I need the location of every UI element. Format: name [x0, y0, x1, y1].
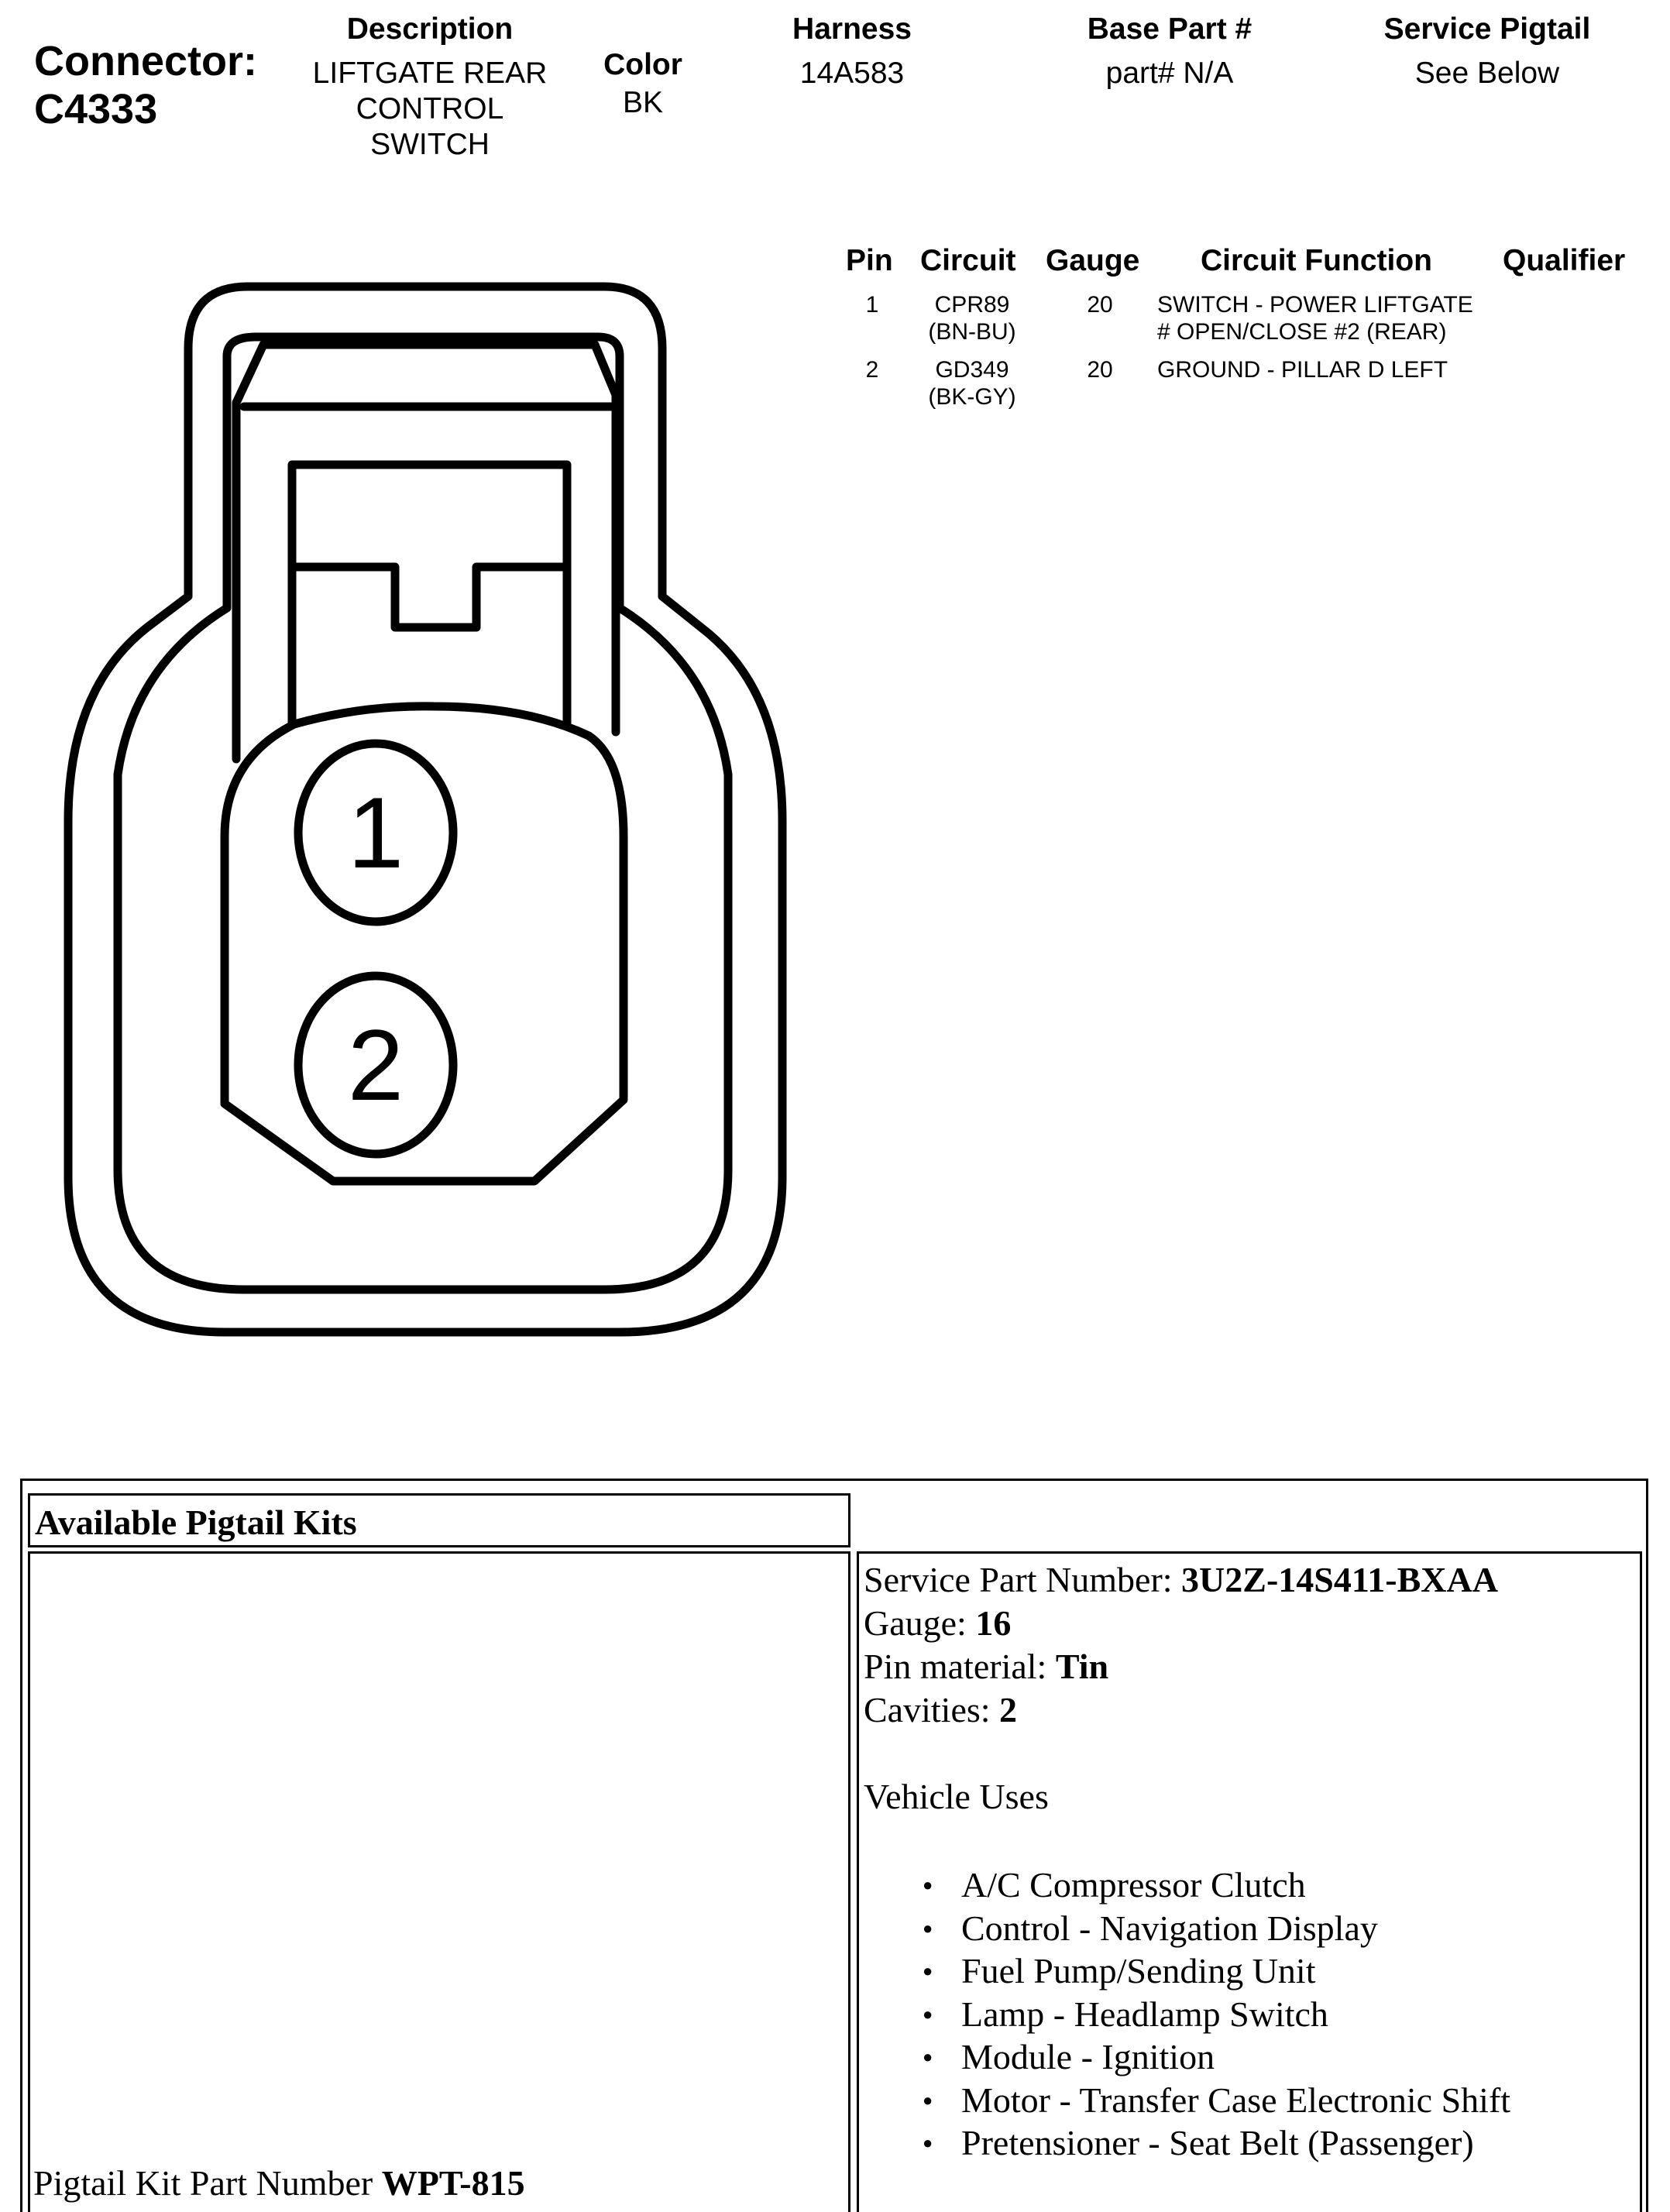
function-line: GROUND - PILLAR D LEFT — [1157, 357, 1448, 383]
connector-id: C4333 — [34, 86, 158, 132]
description-line: CONTROL — [356, 92, 504, 125]
base-part-header: Base Part # — [1087, 12, 1252, 46]
pigtail-kits-title: Available Pigtail Kits — [35, 1503, 357, 1542]
connector-label: Connector: — [34, 38, 257, 84]
service-pigtail-header: Service Pigtail — [1383, 12, 1591, 46]
service-pigtail-column — [1348, 12, 1627, 91]
wire-color: (BK-GY) — [928, 384, 1016, 410]
pigtail-kit-part-number — [33, 2162, 525, 2205]
list-item: ● Motor - Transfer Case Electronic Shift — [919, 2079, 1640, 2122]
vehicle-uses-label: Vehicle Uses — [864, 1777, 1049, 1816]
pin-material-info — [864, 1645, 1640, 1688]
circuit-header: Circuit — [920, 244, 1016, 277]
vehicle-uses-list — [919, 1863, 1640, 2165]
outer-housing — [68, 287, 782, 1332]
service-part-value: 3U2Z-14S411-BXAA — [1181, 1560, 1498, 1599]
list-item: ● Fuel Pump/Sending Unit — [919, 1949, 1640, 1993]
description-line: SWITCH — [370, 128, 490, 161]
circuit-code: GD349 — [935, 357, 1009, 383]
service-part-number — [864, 1558, 1640, 1602]
circuit-cell — [906, 356, 1038, 410]
gauge-header: Gauge — [1046, 244, 1140, 277]
service-pigtail-value: See Below — [1414, 57, 1560, 90]
pin-label-2: 2 — [347, 1008, 404, 1121]
pin-material-value: Tin — [1055, 1647, 1109, 1686]
list-item: ● Control - Navigation Display — [919, 1907, 1640, 1950]
function-line: # OPEN/CLOSE #2 (REAR) — [1157, 319, 1447, 345]
pin-number: 2 — [865, 357, 879, 383]
connector-face-diagram — [0, 0, 852, 1394]
gauge-value: 16 — [975, 1603, 1012, 1643]
terminal-area — [225, 706, 624, 1181]
pin-number: 1 — [865, 292, 879, 318]
latch-notch — [292, 567, 567, 627]
gauge-label: Gauge: — [864, 1603, 976, 1643]
list-item: ● Pretensioner - Seat Belt (Passenger) — [919, 2121, 1640, 2165]
circuit-function-cell — [1157, 356, 1448, 383]
gauge-cell: 20 — [1087, 357, 1113, 383]
wire-color: (BN-BU) — [928, 319, 1016, 345]
latch-window — [292, 465, 567, 724]
cavities-label: Cavities: — [864, 1690, 1000, 1729]
circuit-function-header: Circuit Function — [1201, 244, 1432, 277]
base-part-value: part# N/A — [1105, 57, 1234, 90]
list-item: ● A/C Compressor Clutch — [919, 1863, 1640, 1907]
kit-part-label: Pigtail Kit Part Number — [33, 2163, 382, 2203]
kit-part-value: WPT-815 — [381, 2163, 525, 2203]
description-header: Description — [346, 12, 514, 46]
qualifier-header: Qualifier — [1503, 244, 1626, 277]
list-item: ● Module - Ignition — [919, 2035, 1640, 2079]
pin-material-label: Pin material: — [864, 1647, 1056, 1686]
color-value: BK — [622, 86, 664, 119]
circuit-function-cell — [1157, 291, 1473, 345]
color-header: Color — [603, 48, 682, 81]
gauge-info — [864, 1602, 1640, 1645]
service-part-label: Service Part Number: — [864, 1560, 1182, 1599]
circuit-code: CPR89 — [934, 292, 1010, 318]
circuit-cell — [906, 291, 1038, 345]
harness-header: Harness — [792, 12, 912, 46]
harness-value: 14A583 — [799, 57, 905, 90]
base-part-column — [1038, 12, 1301, 91]
pin-header: Pin — [846, 244, 893, 277]
pigtail-details-cell — [857, 1551, 1642, 2212]
function-line: SWITCH - POWER LIFTGATE — [1157, 292, 1473, 318]
description-line: LIFTGATE REAR — [312, 57, 548, 90]
inner-housing — [118, 337, 728, 1290]
gauge-cell: 20 — [1087, 292, 1113, 318]
cavities-value: 2 — [999, 1690, 1018, 1729]
list-item: ● Lamp - Headlamp Switch — [919, 1993, 1640, 2036]
pigtail-kit-image-cell — [28, 1551, 850, 2212]
pigtail-kits-title-cell — [28, 1493, 850, 1547]
cavities-info — [864, 1688, 1640, 1732]
pin-label-1: 1 — [347, 776, 404, 889]
